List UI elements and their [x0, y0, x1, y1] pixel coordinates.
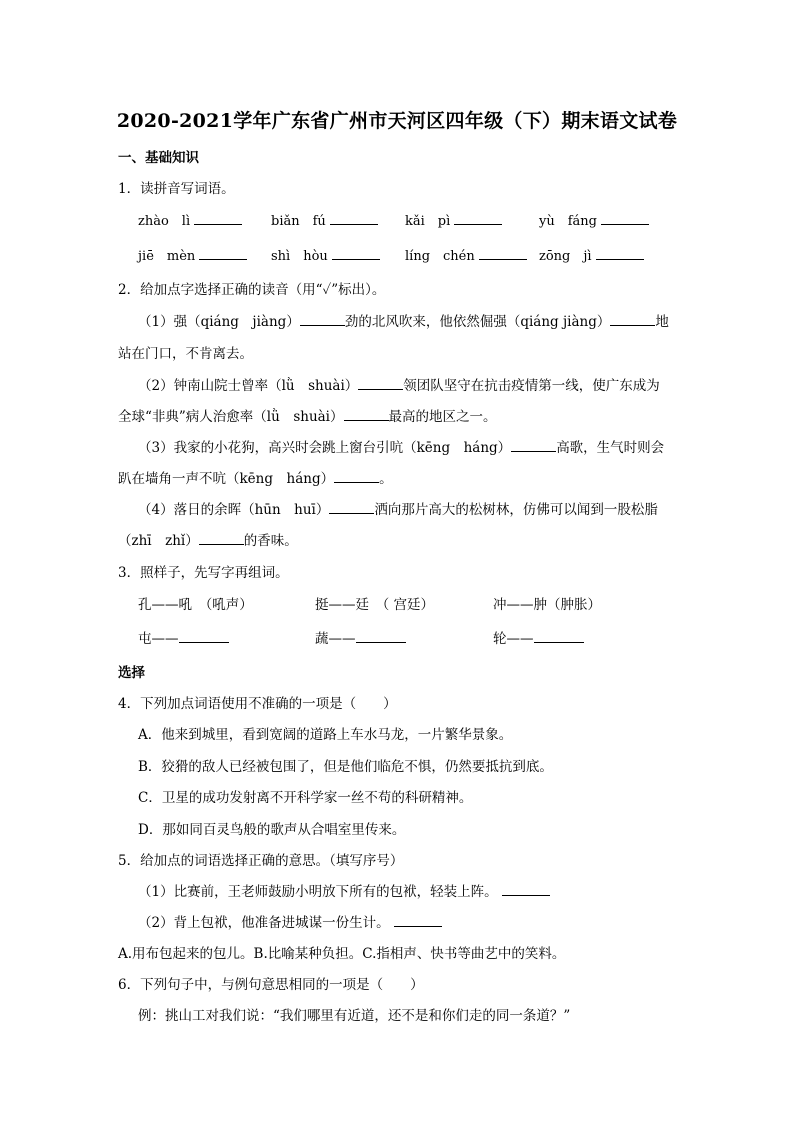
pinyin-item: biǎn fú	[271, 210, 378, 229]
question-4: 4．下列加点词语使用不准确的一项是（ ）	[118, 696, 397, 712]
pinyin-item: yù fáng	[539, 210, 649, 229]
question-2: 2．给加点字选择正确的读音（用“✓”标出）。	[118, 282, 386, 298]
question-2-item-4: （4）落日的余晖（hūn huī） 洒向那片高大的松树林，仿佛可以闻到一股松脂	[138, 502, 658, 518]
pinyin-item: zhào lì	[138, 210, 242, 229]
answer-blank[interactable]	[511, 450, 556, 452]
answer-blank[interactable]	[454, 223, 502, 225]
answer-blank[interactable]	[534, 641, 584, 643]
answer-blank[interactable]	[332, 258, 380, 260]
answer-blank[interactable]	[610, 324, 655, 326]
pinyin-item: shì hòu	[271, 245, 380, 264]
answer-blank[interactable]	[334, 481, 379, 483]
question-2-item-4-cont: （zhī zhǐ） 的香味。	[118, 533, 298, 549]
question-2-item-3: （3）我家的小花狗，高兴时会跳上窗台引吭（kēng háng） 高歌，生气时则会	[138, 440, 665, 456]
pinyin-item: zōng jì	[539, 245, 644, 264]
question-5-item-1: （1）比赛前，王老师鼓励小明放下所有的包袱，轻装上阵。	[138, 880, 550, 900]
section-heading-basics: 一、基础知识	[118, 150, 199, 166]
exercise-pair-1: 屯——	[138, 627, 229, 647]
answer-blank[interactable]	[601, 223, 649, 225]
answer-blank[interactable]	[358, 388, 403, 390]
answer-blank[interactable]	[300, 324, 345, 326]
question-3: 3．照样子，先写字再组词。	[118, 565, 289, 581]
option-a[interactable]: A．他来到城里，看到宽阔的道路上车水马龙，一片繁华景象。	[138, 727, 513, 743]
answer-blank[interactable]	[329, 512, 374, 514]
question-2-item-1: （1）强（qiáng jiàng） 劲的北风吹来，他依然倔强（qiáng jiàng） 地	[138, 314, 669, 330]
question-2-item-2: （2）钟南山院士曾率（lǜ shuài） 领团队坚守在抗击疫情第一线，使广东成为	[138, 378, 660, 394]
question-1: 1．读拼音写词语。	[118, 181, 235, 197]
answer-blank[interactable]	[502, 894, 550, 896]
answer-blank[interactable]	[596, 258, 644, 260]
answer-blank[interactable]	[194, 223, 242, 225]
pinyin-item: kǎi pì	[405, 210, 502, 229]
section-heading-choice: 选择	[118, 665, 145, 681]
answer-blank[interactable]	[356, 641, 406, 643]
answer-blank[interactable]	[330, 223, 378, 225]
answer-blank[interactable]	[479, 258, 527, 260]
question-2-item-1-cont: 站在门口，不肯离去。	[118, 346, 253, 362]
pinyin-item: jiē mèn	[138, 245, 247, 264]
example-pair-3: 冲——肿（肿胀）	[493, 597, 601, 613]
answer-blank[interactable]	[394, 925, 442, 927]
option-b[interactable]: B．狡猾的敌人已经被包围了，但是他们临危不惧，仍然要抵抗到底。	[138, 759, 553, 775]
answer-blank[interactable]	[199, 543, 244, 545]
answer-blank[interactable]	[179, 641, 229, 643]
question-6: 6．下列句子中，与例句意思相同的一项是（ ）	[118, 977, 424, 993]
exercise-pair-3: 轮——	[493, 627, 584, 647]
example-pair-1: 孔——吼 （吼声）	[138, 597, 253, 613]
question-2-item-2-cont: 全球“非典”病人治愈率（lǜ shuài） 最高的地区之一。	[118, 409, 497, 425]
question-5-options: A.用布包起来的包儿。B.比喻某种负担。C.指相声、快书等曲艺中的笑料。	[118, 946, 566, 962]
question-2-item-3-cont: 趴在墙角一声不吭（kēng háng） 。	[118, 471, 393, 487]
option-d[interactable]: D．那如同百灵鸟般的歌声从合唱室里传来。	[138, 822, 406, 838]
answer-blank[interactable]	[199, 258, 247, 260]
option-c[interactable]: C．卫星的成功发射离不开科学家一丝不苟的科研精神。	[138, 790, 473, 806]
example-pair-2: 挺——廷 （ 宫廷）	[315, 597, 435, 613]
answer-blank[interactable]	[344, 419, 389, 421]
pinyin-item: líng chén	[405, 245, 527, 264]
question-6-example: 例：挑山工对我们说：“我们哪里有近道，还不是和你们走的同一条道？”	[138, 1008, 571, 1024]
question-5-item-2: （2）背上包袱，他准备进城谋一份生计。	[138, 911, 442, 931]
exercise-pair-2: 蔬——	[315, 627, 406, 647]
question-5: 5．给加点的词语选择正确的意思。（填写序号）	[118, 853, 404, 869]
page-title: 2020-2021学年广东省广州市天河区四年级（下）期末语文试卷	[116, 110, 678, 132]
